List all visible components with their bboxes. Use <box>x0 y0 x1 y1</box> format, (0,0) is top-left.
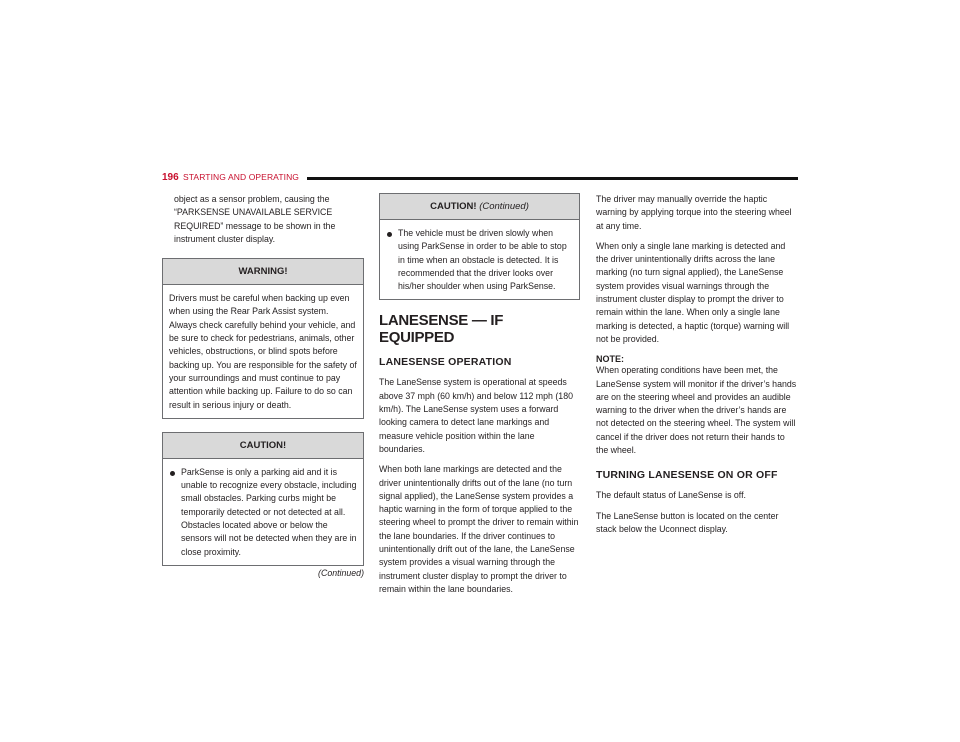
button-location-paragraph: The LaneSense button is located on the center stack below the Uconnect display. <box>596 510 779 534</box>
default-status-paragraph: The default status of LaneSense is off. <box>596 490 746 501</box>
caution-box <box>162 432 364 566</box>
header-rule <box>307 177 798 180</box>
column-middle <box>379 193 580 603</box>
column-left <box>162 193 364 578</box>
note-text: When operating conditions have been met, the LaneSense system will monitor if the driver’s hands are on the steering wheel and provides an audible warning to the driver when the driver’s hands are not detected on the steering wheel. The system will cancel if the driver does not return their hands to the wheel. <box>596 365 797 456</box>
caution-cont-bullet <box>386 227 573 293</box>
intro-paragraph: object as a sensor problem, causing the “PARKSENSE UNAVAILABLE SERVICE REQUIRED” message to be shown in the instrument cluster display. <box>174 194 336 244</box>
section-title: STARTING AND OPERATING <box>183 172 300 182</box>
override-paragraph: The driver may manually override the haptic warning by applying torque into the steering wheel at any time. <box>596 194 792 231</box>
warning-title: WARNING! <box>163 259 363 285</box>
caution-cont-bullet-text: The vehicle must be driven slowly when using ParkSense in order to be able to stop in time when an obstacle is detected. It is recommended that the driver looks over his/her shoulder when using ParkSense. <box>398 228 567 292</box>
turning-lanesense-subheading: TURNING LANESENSE ON OR OFF <box>596 469 778 482</box>
column-right <box>596 193 798 543</box>
lanesense-paragraph-2: When both lane markings are detected and the driver unintentionally drifts out of the lane (no turn signal applied), the LaneSense system provides a haptic warning in the form of torque applied to the steering wheel to prompt the driver to remain within the lane boundaries. If the driver continues to unintentionally drift out of the lane, the LaneSense system provides a visual warning through the instrument cluster display to prompt the driver to remain within the lane boundaries. <box>379 464 579 594</box>
bullet-icon <box>170 471 175 476</box>
page-number: 196 <box>162 172 179 183</box>
caution-cont-title: CAUTION! <box>430 201 477 212</box>
continued-label: (Continued) <box>318 567 364 578</box>
warning-text: Drivers must be careful when backing up even when using the Rear Park Assist system. Always check carefully behind your vehicle, and be sure to check for pedestrians, animals, other vehicles, obstructions, or blind spots before backing up. You are responsible for the safety of your surroundings and must continue to pay attention while backing up. Failure to do so can result in serious injury or death. <box>169 293 357 410</box>
page-header <box>162 172 798 186</box>
caution-bullet <box>169 466 357 559</box>
lanesense-paragraph-1: The LaneSense system is operational at speeds above 37 mph (60 km/h) and below 112 mph (180 km/h). The LaneSense system uses a forward looking camera to detect lane markings and measure vehicle position within the lane boundaries. <box>379 377 573 454</box>
caution-title: CAUTION! <box>163 433 363 459</box>
single-lane-paragraph: When only a single lane marking is detected and the driver unintentionally drifts across the lane marking (no turn signal applied), the LaneSense system provides visual warnings through the instrument cluster display to prompt the driver to remain within the lane. When only a single lane marking is detected, a haptic (torque) warning will not be provided. <box>596 240 790 344</box>
caution-cont-suffix: (Continued) <box>479 201 529 212</box>
warning-box <box>162 258 364 419</box>
lanesense-operation-subheading: LANESENSE OPERATION <box>379 356 512 369</box>
lanesense-heading: LANESENSE — IF EQUIPPED <box>379 312 504 347</box>
caution-bullet-text: ParkSense is only a parking aid and it is unable to recognize every obstacle, including small obstacles. Parking curbs might be temporarily detected or not detected at all. Obstacles located above or below the sensors will not be detected when they are in close proximity. <box>181 466 357 557</box>
caution-continued-box <box>379 193 580 300</box>
bullet-icon <box>387 232 392 237</box>
note-label: NOTE: <box>596 354 624 365</box>
